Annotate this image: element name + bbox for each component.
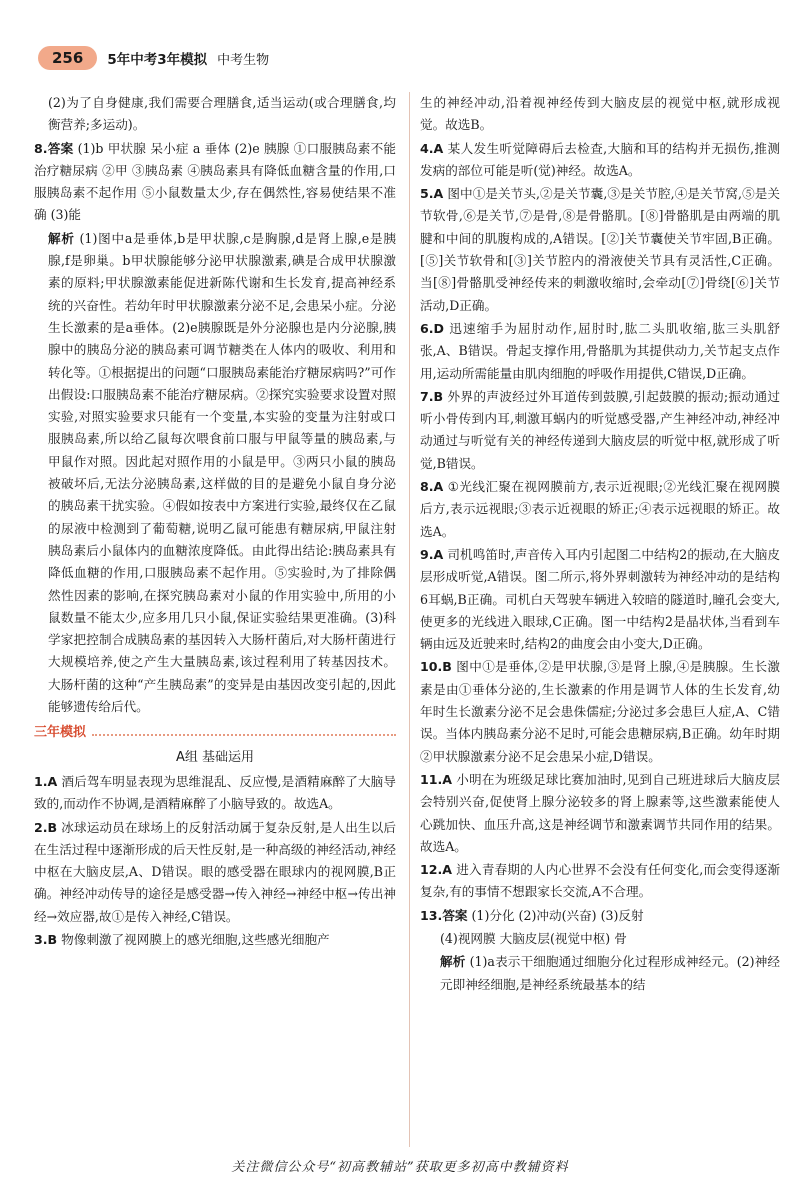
analysis-label: 解析 xyxy=(440,954,466,970)
analysis-label: 解析 xyxy=(48,230,75,246)
answer-5 xyxy=(420,183,780,317)
question-number: 6.D xyxy=(420,320,445,336)
answer-text: (1)b 甲状腺 呆小症 a 垂体 (2)e 胰腺 ①口服胰岛素不能治疗糖尿病 ②甲 ③胰岛素 ④胰岛素具有降低血糖含量的作用,口服胰岛素不起作用 ⑤小鼠数量太少,存在偶然性,容易使结果不准确 (3)能 xyxy=(34,140,396,223)
question-13-answer xyxy=(420,905,780,927)
answer-text: 物像刺激了视网膜上的感光细胞,这些感光细胞产 xyxy=(61,931,330,947)
question-number: 3.B xyxy=(34,931,58,947)
column-divider xyxy=(409,92,410,1147)
question-number: 1.A xyxy=(34,773,58,789)
answer-3 xyxy=(34,929,396,951)
answer-text: 迅速缩手为屈肘动作,屈肘时,肱二头肌收缩,肱三头肌舒张,A、B错误。骨起支撑作用,骨骼肌为其提供动力,关节起支点作用,运动所需能量由肌肉细胞的呼吸作用提供,C错误,D正确。 xyxy=(420,320,780,381)
group-title: A组 基础运用 xyxy=(175,749,255,765)
question-number: 9.A xyxy=(420,546,444,562)
left-column xyxy=(34,92,396,952)
answer-12 xyxy=(420,859,780,904)
answer-4 xyxy=(420,138,780,183)
page-number-badge: 256 xyxy=(38,46,97,70)
answer-7 xyxy=(420,386,780,475)
answer-6 xyxy=(420,318,780,385)
answer-1 xyxy=(34,771,396,816)
paragraph-q7-part2: (2)为了自身健康,我们需要合理膳食,适当运动(或合理膳食,均衡营养;多运动)。 xyxy=(48,95,396,133)
analysis-text: (1)图中a是垂体,b是甲状腺,c是胸腺,d是肾上腺,e是胰腺,f是卵巢。b甲状腺能够分泌甲状腺激素,碘是合成甲状腺激素的原料;甲状腺激素能促进新陈代谢和生长发育,提高神经系统的兴奋性。若幼年时甲状腺激素分泌不足,会患呆小症。分泌生长激素的是a垂体。(2)e胰腺既是外分泌腺也是内分泌腺,胰腺中的胰岛分泌的胰岛素可调节糖类在人体内的吸收、利用和转化等。①根据提出的问题“口服胰岛素能治疗糖尿病吗?”可作出假设:口服胰岛素不能治疗糖尿病。②探究实验要求设置对照实验,对照实验要求只能有一个变量,本实验的变量为注射或口服胰岛素,所以给乙鼠每次喂食前口服与甲鼠等量的胰岛素,与甲鼠作对照。因此起对照作用的小鼠是甲。③两只小鼠的胰岛被破坏后,无法分泌胰岛素,这样做的目的是避免小鼠自身分泌的胰岛素干扰实验。④假如按表中方案进行实验,最终仅在乙鼠的尿液中检测到了葡萄糖,说明乙鼠可能患有糖尿病,甲鼠注射胰岛素后小鼠体内的血糖浓度降低。由此得出结论:胰岛素具有降低血糖的作用,口服胰岛素不起作用。⑤实验时,为了排除偶然性因素的影响,在探究胰岛素对小鼠的作用实验中,所用的小鼠数量不能太少,应多用几只小鼠,保证实验结果更准确。(3)科学家把控制合成胰岛素的基因转入大肠杆菌后,对大肠杆菌进行大规模培养,使之产生大量胰岛素,该过程利用了转基因技术。大肠杆菌的这种“产生胰岛素”的变异是由基因改变引起的,因此能够遗传给后代。 xyxy=(48,230,396,715)
question-number: 10.B xyxy=(420,659,452,675)
question-8-analysis xyxy=(34,228,396,719)
answer-8 xyxy=(420,476,780,543)
answer-10 xyxy=(420,656,780,767)
answer-text: 图中①是垂体,②是甲状腺,③是肾上腺,④是胰腺。生长激素是由①垂体分泌的,生长激素的作用是调节人体的生长发育,幼年时生长激素分泌不足会患侏儒症;分泌过多会患巨人症,A、C错误。当体内胰岛素分泌不足时,可能会患糖尿病,B正确。幼年时期②甲状腺激素分泌不足会患呆小症,D错误。 xyxy=(420,659,780,764)
answer-2 xyxy=(34,817,396,928)
question-8-answer xyxy=(34,138,396,227)
question-number: 11.A xyxy=(420,771,453,787)
answer-text: 司机鸣笛时,声音传入耳内引起图二中结构2的振动,在大脑皮层形成听觉,A错误。图二所示,将外界刺激转为神经冲动的是结构6耳蜗,B正确。司机白天驾驶车辆进入较暗的隧道时,瞳孔会变大,使更多的光线进入眼球,C正确。图一中结构2是晶状体,当看到车辆由远及近驶来时,结构2的曲度会由小变大,D正确。 xyxy=(420,546,780,652)
question-number: 5.A xyxy=(420,186,444,202)
question-number: 13. xyxy=(420,907,443,923)
question-number: 8.A xyxy=(420,479,444,495)
answer-text: 图中①是关节头,②是关节囊,③是关节腔,④是关节窝,⑤是关节软骨,⑥是关节,⑦是骨,⑧是骨骼肌。[⑧]骨骼肌是由两端的肌腱和中间的肌腹构成的,A错误。[②]关节囊使关节牢固,B正确。[⑤]关节软骨和[③]关节腔内的滑液使关节具有灵活性,C正确。当[⑧]骨骼肌受神经传来的刺激收缩时,会牵动[⑦]骨绕[⑥]关节活动,D正确。 xyxy=(420,186,780,313)
analysis-text: (1)a表示干细胞通过细胞分化过程形成神经元。(2)神经元即神经细胞,是神经系统最基本的结 xyxy=(440,954,781,992)
answer-text: 冰球运动员在球场上的反射活动属于复杂反射,是人出生以后在生活过程中逐渐形成的后天性反射,是一种高级的神经活动,神经中枢在大脑皮层,A、D错误。眼的感受器在眼球内的视网膜,B正确。神经冲动传导的途径是感受器→传入神经→神经中枢→传出神经→效应器,故①是传入神经,C错误。 xyxy=(34,819,396,924)
answer-text: 进入青春期的人内心世界不会没有任何变化,而会变得逐渐复杂,有的事情不想跟家长交流,A不合理。 xyxy=(420,862,780,900)
book-subtitle: 中考生物 xyxy=(217,52,270,68)
page-footer: 关注微信公众号“初高教辅站”获取更多初高中教辅资料 xyxy=(231,1160,569,1175)
answer-3-continued: 生的神经冲动,沿着视神经传到大脑皮层的视觉中枢,就形成视觉。故选B。 xyxy=(420,95,780,133)
right-column xyxy=(420,92,780,997)
question-number: 4.A xyxy=(420,140,444,156)
question-13-answer-line-2: (4)视网膜 大脑皮层(视觉中枢) 骨 xyxy=(440,930,627,946)
section-header xyxy=(34,722,396,744)
section-dotted-line xyxy=(92,734,396,736)
answer-9 xyxy=(420,544,780,655)
answer-text: 酒后驾车明显表现为思维混乱、反应慢,是酒精麻醉了大脑导致的,而动作不协调,是酒精麻醉了小脑导致的。故选A。 xyxy=(34,773,396,812)
answer-text: 小明在为班级足球比赛加油时,见到自己班进球后大脑皮层会特别兴奋,促使肾上腺分泌较多的肾上腺素等,这些激素能使人心跳加快、血压升高,这是神经调节和激素调节共同作用的结果。故选A。 xyxy=(420,771,780,854)
question-number: 8. xyxy=(34,140,48,156)
book-title: 5年中考3年模拟 xyxy=(107,52,208,68)
answer-text: 某人发生听觉障碍后去检查,大脑和耳的结构并无损伤,推测发病的部位可能是听(觉)神经。故选A。 xyxy=(420,140,780,178)
section-title: 三年模拟 xyxy=(34,725,87,741)
answer-label: 答案 xyxy=(47,140,74,156)
answer-11 xyxy=(420,769,780,858)
answer-line-1: (1)分化 (2)冲动(兴奋) (3)反射 xyxy=(471,907,644,923)
answer-text: 外界的声波经过外耳道传到鼓膜,引起鼓膜的振动;振动通过听小骨传到内耳,刺激耳蜗内的听觉感受器,产生神经冲动,神经冲动通过与听觉有关的神经传递到大脑皮层的听觉中枢,就形成了听觉,B错误。 xyxy=(420,388,780,471)
question-number: 2.B xyxy=(34,819,58,835)
answer-label: 答案 xyxy=(442,907,468,923)
question-13-analysis xyxy=(420,951,780,996)
question-number: 12.A xyxy=(420,862,453,878)
answer-text: ①光线汇聚在视网膜前方,表示近视眼;②光线汇聚在视网膜后方,表示远视眼;③表示近视眼的矫正;④表示远视眼的矫正。故选A。 xyxy=(420,479,780,539)
question-number: 7.B xyxy=(420,388,444,404)
page-header xyxy=(38,44,269,72)
